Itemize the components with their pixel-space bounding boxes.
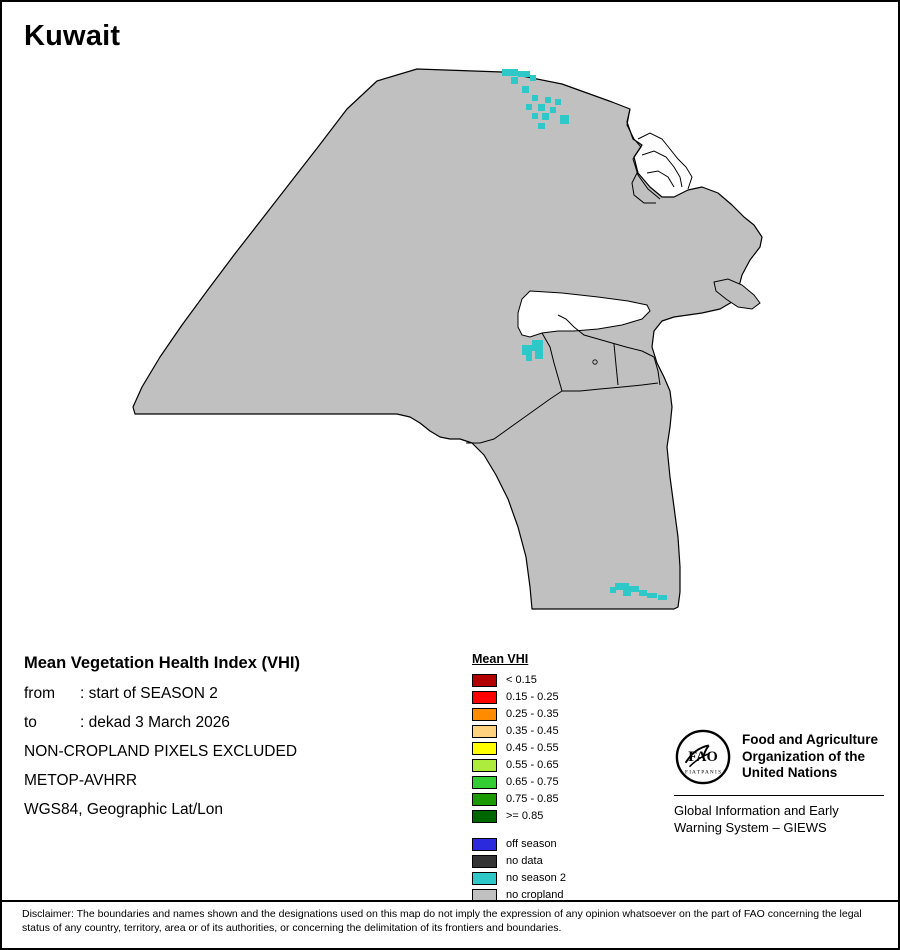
from-label: from xyxy=(24,685,55,702)
legend-swatch xyxy=(472,759,497,772)
fao-org-line-2: Organization of the xyxy=(742,748,865,764)
page-title: Kuwait xyxy=(24,20,121,52)
legend-label: off season xyxy=(506,837,557,850)
fao-logo-row xyxy=(674,728,884,786)
divider xyxy=(2,900,898,902)
legend-label: < 0.15 xyxy=(506,673,537,686)
legend-swatch xyxy=(472,708,497,721)
legend-swatch xyxy=(472,793,497,806)
legend-label: no cropland xyxy=(506,888,564,901)
legend-entry xyxy=(472,689,652,705)
from-value: : start of SEASON 2 xyxy=(80,685,218,702)
giews-line-2: Warning System – GIEWS xyxy=(674,819,827,835)
legend-entry xyxy=(472,791,652,807)
legend-swatch xyxy=(472,691,497,704)
legend-entry xyxy=(472,808,652,824)
legend-label: 0.45 - 0.55 xyxy=(506,741,559,754)
legend-label: 0.55 - 0.65 xyxy=(506,758,559,771)
legend-entry-no-season-2 xyxy=(472,870,652,886)
legend-label: 0.25 - 0.35 xyxy=(506,707,559,720)
legend-label: 0.65 - 0.75 xyxy=(506,775,559,788)
legend-swatch xyxy=(472,742,497,755)
projection-note: WGS84, Geographic Lat/Lon xyxy=(24,801,224,818)
legend-label: >= 0.85 xyxy=(506,809,544,822)
legend-label: 0.15 - 0.25 xyxy=(506,690,559,703)
to-value: : dekad 3 March 2026 xyxy=(80,714,230,731)
disclaimer-text: Disclaimer: The boundaries and names shown and the designations used on this map do not imply the expression of any opinion whatsoever on the part of FAO concerning the legal status of any country, territory, area or of its authorities, or concerning the delimitation of its frontiers and boundaries. xyxy=(22,908,862,935)
legend-title: Mean VHI xyxy=(472,652,529,666)
sensor-note: METOP-AVHRR xyxy=(24,772,138,789)
legend-label: 0.35 - 0.45 xyxy=(506,724,559,737)
legend-entry xyxy=(472,740,652,756)
fao-logo-icon xyxy=(674,728,732,786)
legend-label: no data xyxy=(506,854,543,867)
cropland-note: NON-CROPLAND PIXELS EXCLUDED xyxy=(24,743,298,760)
legend-label: 0.75 - 0.85 xyxy=(506,792,559,805)
small-feature xyxy=(593,360,597,364)
legend-swatch xyxy=(472,674,497,687)
legend-spacer xyxy=(472,825,652,836)
legend-entry xyxy=(472,774,652,790)
giews-text xyxy=(674,803,884,836)
from-row xyxy=(24,685,444,703)
to-label: to xyxy=(24,714,37,731)
fao-branding xyxy=(674,728,884,836)
fao-organization-name xyxy=(742,732,878,781)
legend-swatch xyxy=(472,838,497,851)
divider xyxy=(674,795,884,796)
kuwait-country-shape xyxy=(133,69,762,609)
legend-entry xyxy=(472,757,652,773)
fao-org-line-3: United Nations xyxy=(742,765,838,781)
svg-text:FAO: FAO xyxy=(688,748,718,765)
legend-entry xyxy=(472,672,652,688)
legend-swatch xyxy=(472,872,497,885)
map-canvas xyxy=(2,47,898,642)
legend-swatch xyxy=(472,725,497,738)
to-row xyxy=(24,714,444,732)
legend-entry-no-data xyxy=(472,853,652,869)
fao-org-line-1: Food and Agriculture xyxy=(742,732,878,748)
svg-text:F I A T P A N I S: F I A T P A N I S xyxy=(684,769,722,776)
map-info-block xyxy=(24,654,444,830)
legend-swatch xyxy=(472,855,497,868)
legend-entry xyxy=(472,723,652,739)
vhi-heading: Mean Vegetation Health Index (VHI) xyxy=(24,654,300,672)
vhi-legend xyxy=(472,652,652,904)
legend-swatch xyxy=(472,776,497,789)
legend-label: no season 2 xyxy=(506,871,566,884)
legend-swatch xyxy=(472,810,497,823)
giews-line-1: Global Information and Early xyxy=(674,803,839,818)
legend-entry xyxy=(472,706,652,722)
legend-entry-off-season xyxy=(472,836,652,852)
